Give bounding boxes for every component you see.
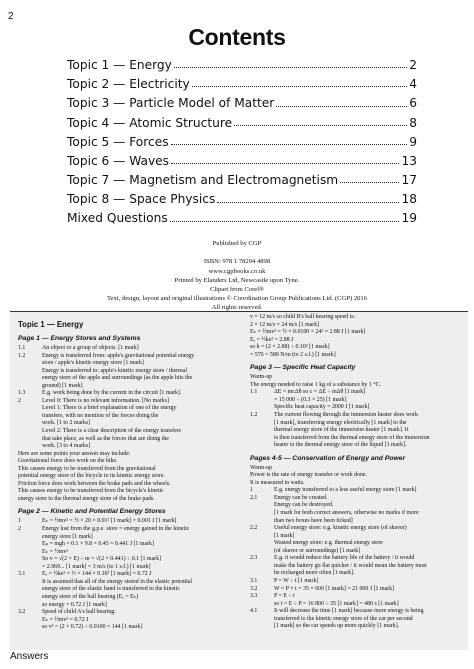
answer-text: so v² = (2 × 0.72) ÷ 0.0100 = 144 [1 mark] — [42, 624, 143, 631]
answer-line — [250, 586, 468, 594]
answer-text: = 15 000 ÷ (0.3 × 25) [1 mark] — [274, 396, 347, 403]
answer-text: Wasted energy store: e.g. thermal energy store — [274, 540, 383, 547]
answer-line — [250, 593, 468, 601]
answer-text: P = W ÷ t [1 mark] — [274, 577, 319, 584]
page-title: Contents — [188, 24, 286, 50]
section-heading: Pages 4-5 — Conservation of Energy and Power — [250, 454, 406, 462]
answer-text: It will decrease the time [1 mark] because more energy is being — [274, 608, 424, 615]
answer-line — [18, 360, 242, 368]
answer-line — [250, 442, 468, 450]
question-number: 3.1 — [250, 577, 258, 584]
answer-text: So v = √(2 × E) ÷ m = √(2 × 0.441) ÷ 0.1 [1 mark] — [42, 556, 161, 563]
answer-line — [250, 601, 468, 609]
answer-text: E.g. it would reduce the battery life of the battery / it would — [274, 555, 415, 562]
answer-text: energy store of the elastic band is transferred to the kinetic — [42, 586, 180, 593]
question-number: 3.2 — [250, 585, 258, 592]
answer-line — [250, 510, 468, 518]
answer-line — [250, 540, 468, 548]
text-line: Friction force does work between the brake pads and the wheels. — [18, 480, 171, 487]
question-number: 1.1 — [18, 345, 26, 351]
answer-text: transfers, with no mention of the forces doing the — [42, 412, 159, 419]
toc-leader — [234, 125, 407, 126]
toc-entry-label: Mixed Questions — [67, 211, 168, 226]
toc-entry — [67, 167, 417, 186]
publication-line: ISBN: 978 1 78294 4898 — [203, 258, 271, 266]
answer-line — [18, 609, 242, 617]
question-number: 3.2 — [18, 609, 26, 616]
answer-line — [18, 436, 242, 444]
warm-up — [250, 465, 468, 488]
toc-entry-label: Topic 1 — Energy — [67, 57, 172, 72]
question-number: 1.2 — [18, 352, 26, 359]
table-of-contents — [67, 52, 417, 225]
answer-text: Useful energy store: e.g. kinetic energy store (of shaver) — [274, 525, 407, 532]
question-number: 1.3 — [18, 390, 26, 397]
answer-line — [18, 443, 242, 451]
answer-notes — [18, 451, 242, 504]
answer-line — [18, 602, 242, 610]
answer-text: make the battery go flat quicker / it would mean the battery must — [274, 562, 427, 569]
text-line: Gravitational force does work on the bike. — [18, 458, 118, 465]
answer-line — [250, 578, 468, 586]
topic-heading: Topic 1 — Energy — [18, 320, 84, 329]
toc-entry — [67, 71, 417, 90]
answer-lines — [18, 518, 242, 631]
answer-text: Energy can be destroyed. — [274, 502, 334, 509]
question-number: 1.1 — [250, 389, 258, 396]
answer-line — [18, 624, 242, 632]
answer-line — [250, 487, 468, 495]
text-line: potential energy store of the bicycle to its kinetic energy store. — [18, 473, 165, 480]
toc-entry-page: 18 — [401, 192, 417, 207]
toc-leader — [192, 86, 407, 87]
question-number: 2.3 — [250, 555, 258, 562]
answer-line — [18, 413, 242, 421]
question-number: 1.2 — [250, 412, 258, 419]
text-line: Eₖ = ½mv² = ½ × 0.0100 × 24² = 2.88 J [1 mark] — [250, 329, 366, 336]
toc-leader — [170, 221, 400, 222]
toc-entry-page: 9 — [409, 134, 417, 149]
answer-lines — [250, 389, 468, 449]
answer-text: is then transferred from the thermal energy store of the immersion — [274, 434, 430, 441]
answer-text: ΔE = mcΔθ so c = ΔE ÷ mΔθ [1 mark] — [274, 389, 366, 396]
answer-text: = 2.969... [1 mark] = 3 m/s (to 1 s.f.) [1 mark] — [42, 563, 151, 570]
answer-line — [18, 617, 242, 625]
page-number: 2 — [8, 11, 14, 22]
text-line: Eₑ = ½ke² = 2.88 J — [250, 336, 294, 343]
answers-right-column — [250, 314, 468, 631]
toc-entry-page: 13 — [401, 153, 417, 168]
answer-text: be recharged more often [1 mark]. — [274, 570, 355, 577]
answer-text: Eₖ = ½mv² = 0.72 J — [42, 616, 89, 623]
answer-text: Level 2: There is a clear description of the energy transfers — [42, 428, 181, 435]
publication-line: Printed by Elanders Ltd, Newcastle upon Tyne. — [174, 276, 300, 284]
answer-line — [250, 570, 468, 578]
answer-line — [18, 353, 242, 361]
question-number: 2 — [18, 526, 21, 533]
answer-text: Energy is transferred from: apple's gravitational potential energy — [42, 352, 195, 359]
question-number: 2 — [18, 397, 21, 404]
answer-line — [18, 586, 242, 594]
answer-text: Eₖ = ½mv² = ½ × 20 × 0.01² [1 mark] = 0.001 J [1 mark] — [42, 518, 177, 525]
toc-entry-label: Topic 3 — Particle Model of Matter — [67, 96, 275, 111]
answer-text: [1 mark], transferring energy electrically [1 mark] to the — [274, 419, 407, 426]
answer-text: Energy can be created. — [274, 494, 328, 501]
answer-line — [250, 555, 468, 563]
answer-line — [250, 525, 468, 533]
answer-line — [18, 428, 242, 436]
section-heading: Page 2 — Kinetic and Potential Energy Stores — [18, 508, 166, 516]
toc-entry — [67, 206, 417, 225]
answer-text: so t = E ÷ P = 16 800 ÷ 35 [1 mark] = 480 s [1 mark] — [274, 600, 399, 607]
answer-line — [18, 571, 242, 579]
answer-line — [18, 345, 242, 353]
answer-text: work. [3 to 4 marks] — [42, 443, 91, 450]
publication-info — [0, 239, 474, 313]
question-number: 3.3 — [250, 593, 258, 600]
answer-lines — [250, 487, 468, 630]
text-line: so k = (2 × 2.88) ÷ 0.10² [1 mark] — [250, 344, 330, 351]
publication-line: All rights reserved. — [211, 304, 263, 312]
answer-text: Specific heat capacity = 2000 J [1 mark] — [274, 404, 370, 411]
toc-entry-label: Topic 4 — Atomic Structure — [67, 115, 233, 130]
answers-left-column — [18, 314, 242, 632]
answer-text: An object or a group of objects. [1 mark] — [42, 345, 139, 351]
answer-line — [250, 412, 468, 420]
answer-text: so energy = 0.72 J [1 mark] — [42, 601, 107, 608]
toc-entry-page: 8 — [409, 115, 417, 130]
answer-text: W = P × t = 35 × 600 [1 mark] = 21 000 J [1 mark] — [274, 585, 395, 592]
text-line: This causes energy to be transferred from the gravitational — [18, 465, 156, 472]
answer-line — [18, 594, 242, 602]
answer-line — [250, 623, 468, 631]
answer-line — [18, 390, 242, 398]
answer-line — [18, 518, 242, 526]
toc-entry-page: 19 — [401, 211, 417, 226]
answer-line — [250, 502, 468, 510]
toc-entry — [67, 186, 417, 205]
question-number: 1 — [250, 487, 253, 494]
toc-entry-page: 4 — [409, 77, 417, 92]
toc-entry-label: Topic 5 — Forces — [67, 134, 169, 149]
toc-leader — [217, 202, 399, 203]
answer-text: P = E ÷ t — [274, 593, 295, 600]
toc-leader — [340, 182, 399, 183]
answer-text: [1 mark for both correct answers, otherwise no marks if more — [274, 510, 419, 517]
answer-text: Eₚ = mgh = 0.1 × 9.8 × 0.45 = 0.441 J [1 mark] — [42, 541, 154, 548]
answer-lines — [18, 345, 242, 451]
toc-leader — [276, 106, 407, 107]
answer-text: heater to the thermal energy store of the liquid [1 mark]. — [274, 442, 407, 449]
answer-line — [18, 375, 242, 383]
answer-line — [18, 541, 242, 549]
answer-text: store / apple's kinetic energy store [1 mark] — [42, 360, 144, 367]
publication-line: Text, design, layout and original illustrations © Coordination Group Publications Ltd. (CGP) 2016 — [106, 295, 368, 303]
text-line: v = 12 m/s so child B's ball bearing speed is: — [250, 314, 356, 320]
answer-line — [250, 533, 468, 541]
toc-entry-label: Topic 2 — Electricity — [67, 77, 190, 92]
text-line: energy store to the thermal energy store of the brake pads. — [18, 495, 155, 502]
toc-entry-label: Topic 8 — Space Physics — [67, 192, 216, 207]
answer-line — [250, 427, 468, 435]
text-line: = 576 = 580 N/m (to 2 s.f.) [1 mark] — [250, 351, 336, 358]
answer-line — [18, 420, 242, 428]
answer-text: thermal energy store of the immersion heater [1 mark]. It — [274, 427, 409, 434]
toc-entry-page: 17 — [401, 173, 417, 188]
answer-text: Energy is transferred to: apple's kinetic energy store / thermal — [42, 367, 187, 374]
toc-entry — [67, 52, 417, 71]
warm-up — [250, 374, 468, 389]
answer-line — [250, 608, 468, 616]
section-heading: Page 3 — Specific Heat Capacity — [250, 364, 356, 372]
question-number: 4.1 — [250, 608, 258, 615]
answer-text: [1 mark] — [274, 532, 295, 539]
answer-text: ground) [1 mark] — [42, 382, 83, 389]
answer-text: Speed of child A's ball bearing: — [42, 609, 116, 616]
text-line: Here are some points your answer may include: — [18, 450, 131, 457]
answer-text: that take place, as well as the forces that are doing the — [42, 435, 169, 442]
answer-line — [18, 383, 242, 391]
answer-line — [250, 495, 468, 503]
answer-line — [18, 405, 242, 413]
publication-line: Published by CGP — [212, 240, 262, 247]
answer-lines — [250, 314, 468, 359]
toc-entry-page: 6 — [409, 96, 417, 111]
answer-text: [1 mark] so the car speeds up more quickly [1 mark]. — [274, 623, 400, 630]
answer-text: (of shaver or surroundings) [1 mark] — [274, 547, 361, 554]
question-number: 3.1 — [18, 571, 26, 578]
toc-entry — [67, 148, 417, 167]
answer-line — [18, 534, 242, 542]
answer-text: transferred to the kinetic energy store of the car per second — [274, 615, 413, 622]
answer-text: E.g. energy transferred to a less useful energy store [1 mark] — [274, 487, 417, 494]
text-line: It is measured in watts. — [250, 479, 305, 486]
publication-line — [0, 248, 474, 257]
answer-text: than two boxes have been ticked] — [274, 517, 353, 524]
answer-text: energy store of the ball bearing (Eₑ = Eₖ) — [42, 593, 139, 600]
publication-line: Clipart from Corel® — [209, 286, 265, 294]
text-line: Warm-up — [250, 374, 273, 381]
section-heading: Page 1 — Energy Stores and Systems — [18, 335, 141, 342]
toc-leader — [174, 67, 407, 68]
answer-text: The current flowing through the immersion heater does work — [274, 412, 418, 419]
toc-entry-page: 2 — [409, 57, 417, 72]
toc-leader — [171, 144, 408, 145]
answer-text: energy store [1 mark] — [42, 533, 93, 540]
answer-line — [250, 404, 468, 412]
text-line: Power is the rate of energy transfer or work done. — [250, 472, 368, 479]
answer-line — [250, 616, 468, 624]
answer-text: E.g. work being done by the current in the circuit [1 mark]. — [42, 390, 182, 397]
question-number: 2.1 — [250, 494, 258, 501]
answer-line — [250, 420, 468, 428]
toc-leader — [171, 163, 399, 164]
answer-text: work. [1 to 2 marks] — [42, 420, 91, 427]
answer-text: Level 1: There is a brief explanation of one of the energy — [42, 405, 177, 412]
toc-entry-label: Topic 7 — Magnetism and Electromagnetism — [67, 173, 339, 188]
answer-text: Eₑ = ½ke² = ½ × 144 × 0.10² [1 mark] = 0.72 J — [42, 571, 152, 578]
answer-text: It is assumed that all of the energy stored in the elastic potential — [42, 578, 193, 585]
answer-line — [18, 556, 242, 564]
answer-text: Energy lost from the g.p.e. store = energy gained in the kinetic — [42, 526, 190, 533]
answer-line — [250, 389, 468, 397]
answer-line — [250, 518, 468, 526]
question-number: 1 — [18, 518, 21, 525]
text-line: This causes energy to be transferred from the bicycle's kinetic — [18, 488, 164, 495]
answer-text: Level 0: There is no relevant information. [No marks] — [42, 397, 169, 404]
text-line: The energy needed to raise 1 kg of a substance by 1 °C. — [250, 381, 381, 388]
text-line: 2 × 12 m/s = 24 m/s [1 mark] — [250, 321, 320, 328]
publication-line: www.cgpbooks.co.uk — [208, 267, 266, 275]
toc-entry — [67, 90, 417, 109]
toc-entry — [67, 129, 417, 148]
text-line: Warm-up — [250, 464, 273, 471]
footer-label: Answers — [10, 651, 49, 662]
answer-text: energy store of the apple and surroundings (as the apple hits the — [42, 375, 193, 382]
answer-line — [18, 526, 242, 534]
toc-entry-label: Topic 6 — Waves — [67, 153, 170, 168]
answer-text: Eₖ = ½mv² — [42, 548, 69, 555]
toc-entry — [67, 110, 417, 129]
question-number: 2.2 — [250, 525, 258, 532]
